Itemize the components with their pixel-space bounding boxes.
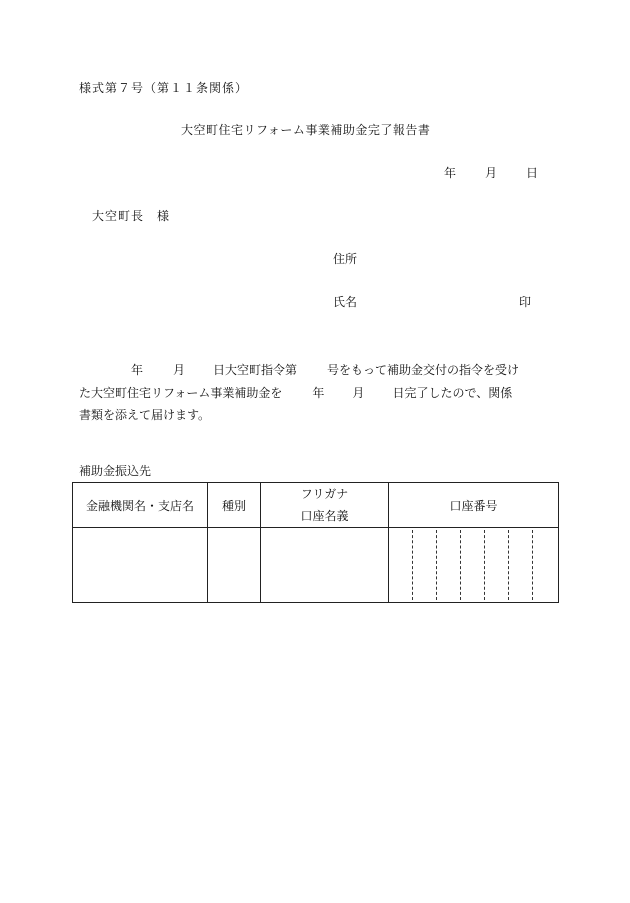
digit-separator (508, 530, 509, 600)
account-holder-cell[interactable] (261, 528, 389, 603)
account-number-digit-boxes (389, 528, 558, 602)
digit-separator (436, 530, 437, 600)
digit-separator (484, 530, 485, 600)
body-line-2-text: た大空町住宅リフォーム事業補助金を (79, 385, 283, 400)
body-line-1 (79, 359, 551, 382)
date-day-label: 日 (526, 166, 539, 180)
addressee: 大空町長 様 (92, 209, 171, 223)
date-month-label: 月 (485, 166, 498, 180)
report-body (79, 359, 551, 427)
body-line-2-rest: 日完了したので、関係 (392, 385, 513, 400)
digit-separator (460, 530, 461, 600)
body-year-2: 年 (312, 385, 325, 400)
date-year-label: 年 (444, 166, 457, 180)
account-number-header: 口座番号 (389, 483, 559, 528)
digit-separator (532, 530, 533, 600)
bank-account-table (72, 482, 559, 603)
bank-transfer-caption: 補助金振込先 (79, 464, 152, 478)
name-label: 氏名 (333, 295, 358, 309)
bank-table-header-row (73, 483, 559, 528)
body-line-2 (79, 382, 551, 405)
document-title: 大空町住宅リフォーム事業補助金完了報告書 (181, 123, 431, 137)
furigana-label: フリガナ (300, 487, 349, 501)
bank-table-entry-row (73, 528, 559, 603)
body-month-2: 月 (352, 385, 365, 400)
address-label: 住所 (333, 252, 358, 266)
form-number: 様式第７号（第１１条関係） (79, 81, 249, 95)
bank-name-header: 金融機関名・支店名 (73, 483, 208, 528)
seal-mark: 印 (519, 295, 532, 309)
account-type-cell[interactable] (208, 528, 261, 603)
account-holder-label: 口座名義 (300, 509, 349, 523)
body-year-1: 年 (131, 363, 144, 377)
body-order-text: 日大空町指令第 (213, 363, 298, 377)
account-holder-header (261, 483, 389, 528)
bank-name-cell[interactable] (73, 528, 208, 603)
account-number-cell[interactable] (389, 528, 559, 603)
account-type-header: 種別 (208, 483, 261, 528)
digit-separator (412, 530, 413, 600)
body-line-3: 書類を添えて届けます。 (79, 408, 211, 422)
body-line-1-rest: 号をもって補助金交付の指令を受け (327, 363, 520, 377)
body-month-1: 月 (173, 363, 186, 377)
